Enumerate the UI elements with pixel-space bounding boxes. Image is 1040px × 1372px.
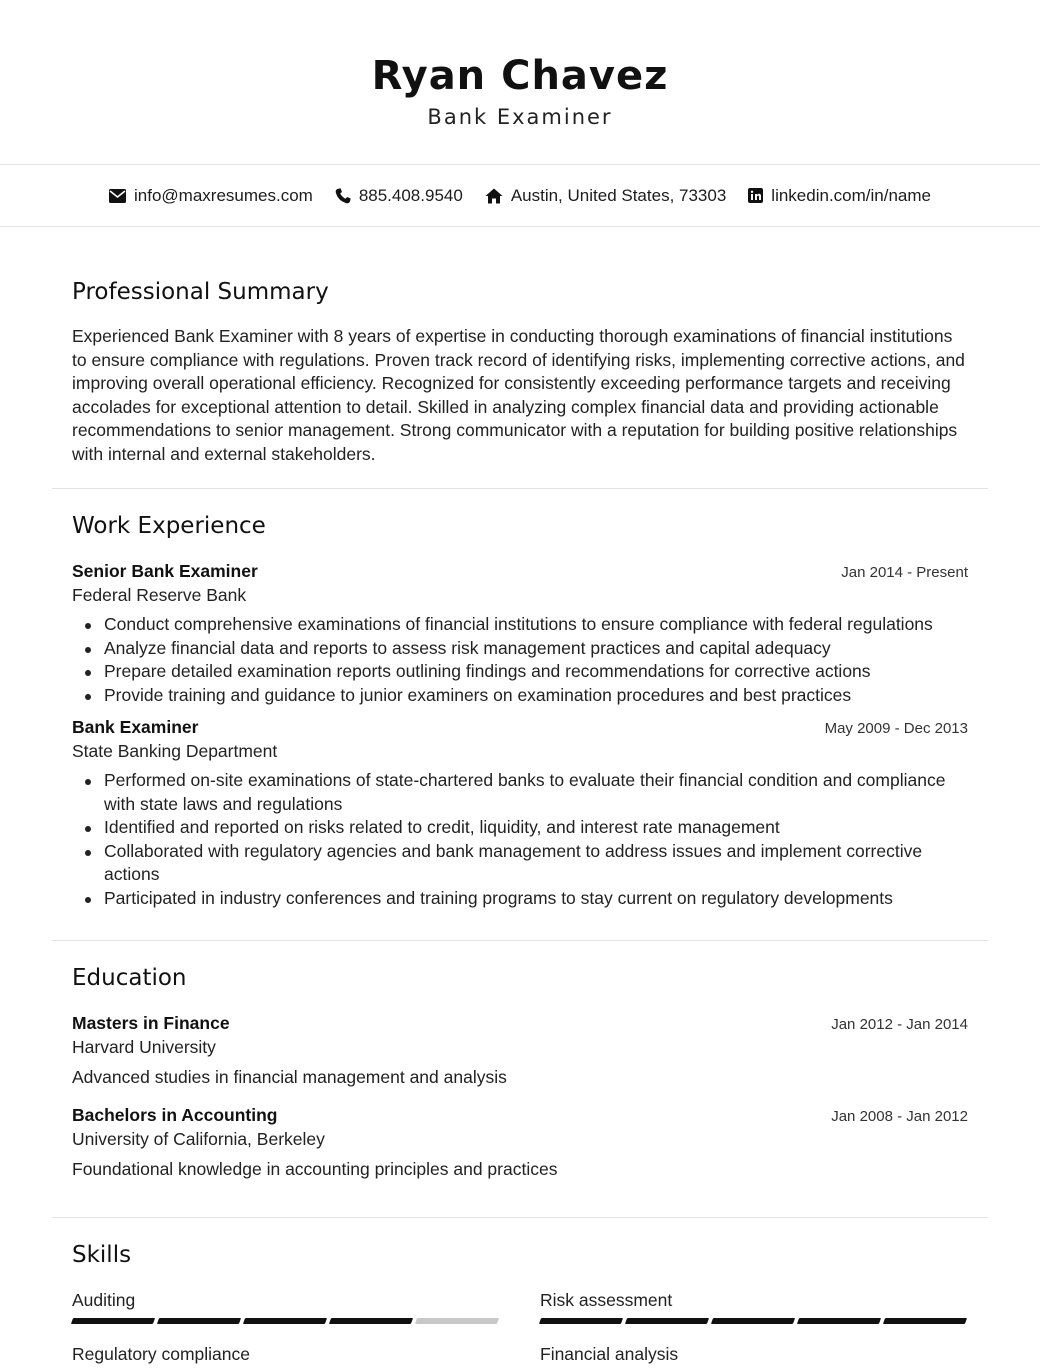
job-date: Jan 2014 - Present — [841, 564, 968, 581]
education-entry — [72, 1011, 968, 1089]
skill-level-segment — [711, 1318, 795, 1324]
candidate-title: Bank Examiner — [427, 105, 613, 129]
job-bullet: Identified and reported on risks related to credit, liquidity, and interest rate management — [72, 816, 968, 840]
job-bullets — [72, 613, 968, 707]
job-org: State Banking Department — [72, 741, 278, 761]
skill-item — [72, 1342, 500, 1372]
job-entry — [72, 559, 968, 707]
education-degree: Masters in Finance — [72, 1013, 230, 1033]
contact-email[interactable] — [109, 186, 313, 206]
contact-address-text: Austin, United States, 73303 — [510, 185, 727, 205]
job-bullet: Collaborated with regulatory agencies and bank management to address issues and implement corrective actions — [72, 840, 968, 887]
skill-level-segment — [883, 1318, 967, 1324]
contact-address — [485, 186, 726, 206]
contact-phone-text: 885.408.9540 — [358, 185, 463, 205]
skill-level-segment — [539, 1318, 623, 1324]
education-heading: Education — [72, 965, 187, 991]
job-bullet: Analyze financial data and reports to assess risk management practices and capital adequacy — [72, 637, 968, 661]
skill-level-segment — [797, 1318, 881, 1324]
contact-linkedin[interactable] — [748, 186, 931, 206]
skill-level-segment — [71, 1318, 155, 1324]
job-bullet: Performed on-site examinations of state-chartered banks to evaluate their financial condition and compliance with state laws and regulations — [72, 769, 968, 816]
skill-level-bar — [540, 1318, 968, 1324]
resume-body — [0, 227, 1040, 1372]
skill-name: Regulatory compliance — [72, 1344, 251, 1364]
job-date: May 2009 - Dec 2013 — [824, 720, 968, 737]
skills-heading: Skills — [72, 1242, 132, 1268]
job-bullet: Conduct comprehensive examinations of financial institutions to ensure compliance with federal regulations — [72, 613, 968, 637]
education-entry — [72, 1103, 968, 1181]
education-description: Advanced studies in financial management and analysis — [72, 1067, 507, 1087]
skills-section — [52, 1218, 988, 1372]
job-entry — [72, 715, 968, 910]
summary-heading: Professional Summary — [72, 279, 329, 305]
contact-bar — [0, 165, 1040, 227]
skill-item — [540, 1288, 968, 1324]
contact-phone[interactable] — [335, 186, 463, 206]
skill-level-segment — [415, 1318, 499, 1324]
contact-email-text: info@maxresumes.com — [134, 185, 313, 205]
skill-item — [540, 1342, 968, 1372]
skill-level-segment — [329, 1318, 413, 1324]
job-bullet: Prepare detailed examination reports outlining findings and recommendations for corrective actions — [72, 660, 968, 684]
contact-linkedin-text: linkedin.com/in/name — [771, 185, 931, 205]
education-date: Jan 2012 - Jan 2014 — [831, 1016, 968, 1033]
summary-text: Experienced Bank Examiner with 8 years of expertise in conducting thorough examinations of financial institutions to ensure compliance with regulations. Proven track record of identifying risks, implementing corrective actions, and improving overall operational efficiency. Recognized for consistently exceeding performance targets and receiving accolades for exceptional attention to detail. Skilled in analyzing complex financial data and providing actionable recommendations to senior management. Strong communicator with a reputation for building positive relationships with internal and external stakeholders. — [72, 326, 965, 464]
skill-name: Financial analysis — [540, 1344, 679, 1364]
education-date: Jan 2008 - Jan 2012 — [831, 1108, 968, 1125]
skills-grid — [72, 1288, 968, 1372]
envelope-icon — [109, 189, 126, 203]
skill-level-bar — [72, 1318, 500, 1324]
candidate-name: Ryan Chavez — [371, 53, 669, 99]
experience-heading: Work Experience — [72, 513, 266, 539]
job-bullet: Provide training and guidance to junior examiners on examination procedures and best practices — [72, 684, 968, 708]
job-bullet: Participated in industry conferences and training programs to stay current on regulatory developments — [72, 887, 968, 911]
experience-section — [52, 489, 988, 941]
skill-level-segment — [157, 1318, 241, 1324]
job-role: Bank Examiner — [72, 717, 199, 737]
summary-section — [52, 227, 988, 489]
skill-name: Auditing — [72, 1290, 136, 1310]
skill-item — [72, 1288, 500, 1324]
job-bullets — [72, 769, 968, 910]
education-school: University of California, Berkeley — [72, 1129, 325, 1149]
phone-icon — [335, 188, 351, 204]
resume-header — [0, 0, 1040, 165]
skill-level-segment — [243, 1318, 327, 1324]
education-description: Foundational knowledge in accounting principles and practices — [72, 1159, 558, 1179]
education-section — [52, 941, 988, 1218]
home-icon — [485, 188, 503, 204]
job-role: Senior Bank Examiner — [72, 561, 258, 581]
education-degree: Bachelors in Accounting — [72, 1105, 278, 1125]
skill-level-segment — [625, 1318, 709, 1324]
job-org: Federal Reserve Bank — [72, 585, 247, 605]
linkedin-icon — [748, 188, 763, 203]
skill-name: Risk assessment — [540, 1290, 673, 1310]
education-school: Harvard University — [72, 1037, 216, 1057]
